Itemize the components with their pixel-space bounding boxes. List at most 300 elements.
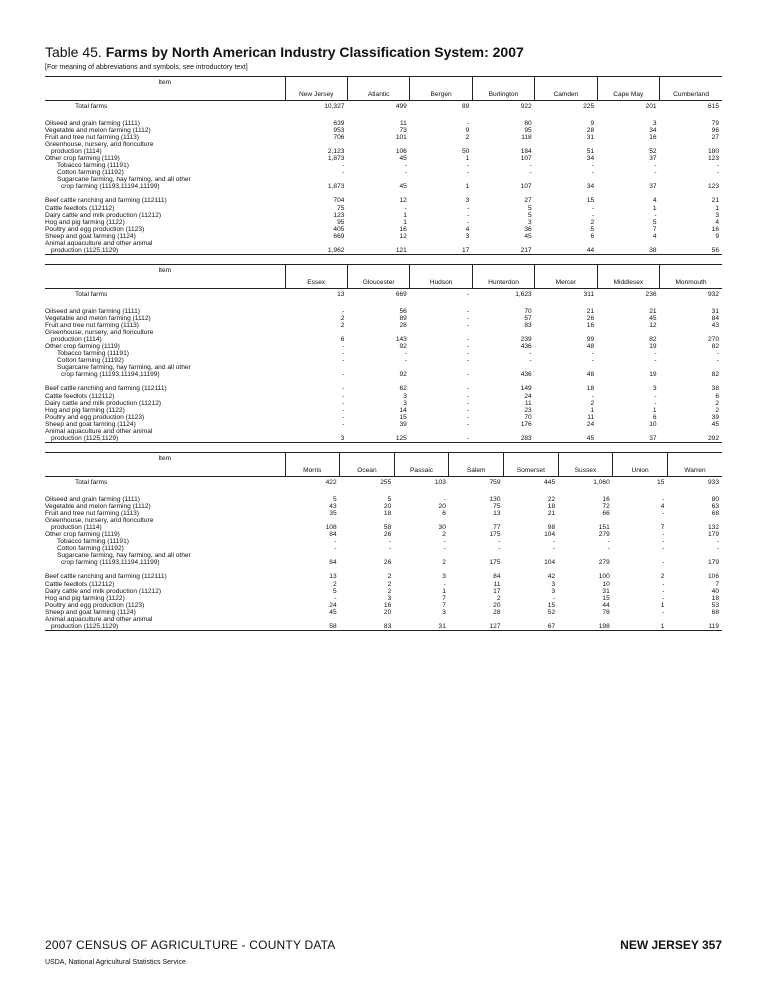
table-cell: 26 [383,531,392,539]
row-label: Cattle feedlots (112112) [45,204,115,212]
table-cell: 20 [438,503,446,511]
table-cell: - [443,580,446,588]
row-label: Cotton farming (11192) [57,357,124,365]
table-cell: 2 [496,594,501,602]
table-row [45,531,722,538]
row-label: Dairy cattle and milk production (11212) [45,399,162,407]
column-header: Gloucester [347,277,409,289]
table-cell: - [467,218,470,226]
table-cell: - [443,538,446,546]
table-cell: - [662,545,665,553]
table-cell: 82 [649,336,657,344]
table-cell: 100 [598,573,610,581]
table-cell: 83 [340,623,395,631]
table-row [45,289,722,302]
table-cell: 10 [649,420,657,428]
table-cell: 28 [586,127,595,135]
table-cell: 70 [524,413,532,421]
table-cell: - [389,538,392,546]
table-cell: - [342,413,345,421]
table-cell: 706 [333,134,345,142]
table-cell: 6 [442,510,446,518]
table-cell: 5 [590,225,595,233]
table-cell: 23 [524,406,532,414]
table-cell: 20 [383,503,392,511]
table-cell: 16 [586,322,595,330]
row-label: Cotton farming (11192) [57,169,124,177]
table-row [45,101,722,114]
table-row [45,120,722,127]
column-header: Union [613,465,668,477]
column-header: Middlesex [597,277,659,289]
table-cell: 7 [660,524,665,532]
table-cell: 18 [547,503,556,511]
table-cell: 2 [715,399,719,407]
table-cell: 27 [524,197,532,205]
table-cell: 953 [333,127,345,135]
table-cell: 1 [465,155,470,163]
table-cell: 1 [715,204,719,212]
table-cell: 24 [586,420,595,428]
table-cell: - [404,162,407,170]
table-cell: 3 [652,120,657,127]
table-cell: 279 [598,531,610,539]
table-cell: 176 [520,420,532,428]
table-cell: - [591,392,595,400]
table-cell: - [716,169,719,177]
table-cell: - [467,343,470,351]
table-cell: - [552,545,556,553]
table-cell: 5 [387,496,392,503]
table-cell: 104 [544,559,556,567]
table-cell: 2 [387,580,392,588]
table-cell: 38 [711,385,719,393]
row-label: Beef cattle ranching and farming (112111) [45,385,167,393]
table-row [45,176,722,183]
table-cell: 24 [524,392,532,400]
item-header: Item [45,265,285,278]
table-cell: - [342,162,345,170]
table-cell: 51 [586,148,595,156]
table-cell: 2 [340,315,345,323]
table-cell: - [404,357,407,365]
table-cell: - [404,169,407,177]
table-row [45,552,722,559]
row-label: Poultry and egg production (1123) [45,601,145,609]
table-cell: 2 [660,573,665,581]
table-cell: 82 [711,371,719,379]
table-cell: 2 [442,559,446,567]
table-cell: 42 [547,573,556,581]
table-cell: - [334,545,337,553]
table-cell: 2 [715,406,719,414]
table-section-1 [45,76,722,255]
column-header: Cape May [597,89,659,101]
table-row [45,247,722,255]
table-cell: 21 [711,197,719,205]
table-cell: 3 [403,392,407,400]
table-cell: 123 [707,155,719,163]
table-row [45,496,722,503]
table-cell: 3 [387,594,392,602]
table-cell: - [662,510,665,518]
table-cell: 3 [551,587,556,595]
table-cell: 12 [649,322,657,330]
footer-agency: USDA, National Agricultural Statistics Service [45,959,186,966]
table-cell: - [404,204,407,212]
column-header: Sussex [558,465,613,477]
table-row [45,503,722,510]
table-cell: 11 [524,399,532,407]
table-row [45,127,722,134]
table-row [45,212,722,219]
table-cell: 3 [465,197,470,205]
table-cell: 4 [652,232,657,240]
row-label: Hog and pig farming (1122) [45,218,125,226]
table-cell: 43 [711,322,719,330]
row-label: Vegetable and melon farming (1112) [45,503,151,511]
table-cell: 3 [442,573,446,581]
row-label: Vegetable and melon farming (1112) [45,315,151,323]
table-cell: 2 [340,322,345,330]
table-cell: 95 [524,127,532,135]
column-header: Cumberland [660,89,722,101]
table-cell: 2 [387,573,392,581]
table-cell: 84 [711,315,719,323]
table-cell: 270 [707,336,719,344]
table-cell: - [662,587,665,595]
row-label: Greenhouse, nursery, and floriculture [45,141,154,149]
table-cell: 68 [711,608,719,616]
table-cell: 58 [383,524,392,532]
table-cell: - [591,162,595,170]
row-label: Fruit and tree nut farming (1113) [45,510,139,518]
table-cell: - [654,211,657,219]
table-cell: 75 [337,204,345,212]
table-cell: 89 [399,315,407,323]
table-cell: 1,873 [327,155,345,163]
table-cell: 1 [660,601,665,609]
row-label: crop farming (11193,11194,11199) [61,371,160,379]
row-label: Animal aquaculture and other animal [45,615,153,623]
table-cell: 180 [707,148,719,156]
row-label: Sheep and goat farming (1124) [45,232,136,240]
table-cell: - [529,357,532,365]
table-cell: 922 [520,103,532,111]
table-cell: 20 [493,601,501,609]
table-cell: 66 [602,510,610,518]
table-cell: 28 [493,608,501,616]
table-cell: 12 [399,197,407,205]
table-row [45,428,722,435]
table-cell: 34 [649,127,657,135]
row-label: Greenhouse, nursery, and floriculture [45,517,154,525]
table-row [45,233,722,240]
table-cell: 10,327 [324,103,345,111]
table-cell: 16 [711,225,719,233]
table-title-text: Farms by North American Industry Classification System: 2007 [105,44,524,60]
table-cell: 34 [586,183,595,191]
table-cell: 1,873 [327,183,345,191]
table-cell: 43 [329,503,337,511]
table-cell: - [404,350,407,358]
table-cell: - [467,211,470,219]
row-label: Other crop farming (1119) [45,343,120,351]
table-cell: 1,623 [515,291,532,299]
table-cell: 143 [395,336,407,344]
table-cell: - [467,350,470,358]
table-cell: - [662,496,665,503]
table-row [45,219,722,226]
column-header: Atlantic [347,89,409,101]
table-cell: 292 [660,435,722,443]
table-cell: 16 [649,134,657,142]
table-cell: - [443,496,446,503]
table-cell: 48 [586,371,595,379]
table-cell: 615 [707,103,719,111]
table-cell: 75 [493,503,501,511]
table-cell: 15 [547,601,556,609]
table-row [45,336,722,343]
table-cell: 45 [649,315,657,323]
table-row [45,595,722,602]
table-cell: 21 [547,510,556,518]
table-cell: 119 [667,623,722,631]
row-label: production (1125,1129) [45,623,285,631]
table-cell: - [342,392,345,400]
table-cell: 107 [520,183,532,191]
table-cell: - [467,308,470,315]
table-cell: 13 [337,291,345,299]
table-row [45,477,722,490]
table-cell: 58 [285,623,340,631]
table-row [45,407,722,414]
row-label: Cotton farming (11192) [57,545,124,553]
row-label: production (1114) [51,524,102,532]
row-label: Hog and pig farming (1122) [45,594,125,602]
table-cell: 2 [332,580,337,588]
table-section-3 [45,452,722,631]
row-label: Beef cattle ranching and farming (112111) [45,197,167,205]
table-cell: - [654,350,657,358]
table-cell: 108 [325,524,337,532]
table-cell: 179 [707,559,719,567]
table-cell: 669 [395,291,407,299]
table-cell: 14 [399,406,407,414]
table-cell: 20 [383,608,392,616]
table-row [45,343,722,350]
table-cell: 130 [489,496,501,503]
table-cell: - [529,350,532,358]
table-cell: 704 [333,197,345,205]
table-cell: - [342,406,345,414]
table-cell: 1,060 [593,479,610,487]
table-cell: 17 [493,587,501,595]
table-cell: 175 [489,559,501,567]
row-label: Tobacco farming (11191) [57,162,129,170]
table-cell: 35 [329,510,337,518]
table-cell: - [591,204,595,212]
table-cell: 63 [711,503,719,511]
table-title [45,44,524,60]
table-cell: 36 [524,225,532,233]
data-table [45,264,722,443]
table-cell: 31 [394,623,449,631]
table-row [45,155,722,162]
row-label: Oilseed and grain farming (1111) [45,120,140,127]
column-header: Bergen [410,89,472,101]
table-cell: 11 [493,580,501,588]
table-cell: 9 [590,120,595,127]
table-cell: 2 [465,134,470,142]
table-cell: 4 [715,218,719,226]
table-cell: - [342,399,345,407]
table-cell: 68 [711,510,719,518]
row-label: Sheep and goat farming (1124) [45,608,136,616]
table-cell: 3 [442,608,446,616]
column-header: Morris [285,465,340,477]
table-cell: 3 [285,435,347,443]
table-row [45,559,722,566]
row-label: Vegetable and melon farming (1112) [45,127,151,135]
table-cell: - [342,357,345,365]
table-cell: 436 [520,343,532,351]
row-label: Animal aquaculture and other animal [45,427,153,435]
table-cell: 1 [652,406,657,414]
table-cell: - [467,399,470,407]
table-cell: - [591,357,595,365]
table-cell: 83 [524,322,532,330]
table-cell: 15 [399,413,407,421]
table-cell: 132 [707,524,719,532]
table-cell: 107 [520,155,532,163]
table-cell: - [552,594,556,602]
table-cell: 1 [403,211,407,219]
table-cell: - [342,169,345,177]
row-label: Dairy cattle and milk production (11212) [45,587,162,595]
row-label: Sugarcane farming, hay farming, and all other [57,176,191,184]
table-row [45,162,722,169]
table-cell: - [716,350,719,358]
table-cell: 184 [520,148,532,156]
table-cell: 236 [645,291,657,299]
table-cell: 3 [715,211,719,219]
table-cell: 80 [524,120,532,127]
row-label: Hog and pig farming (1122) [45,406,125,414]
table-cell: 1 [590,406,595,414]
table-row [45,197,722,204]
table-cell: - [498,538,501,546]
table-row [45,371,722,378]
table-row [45,308,722,315]
table-cell: - [467,322,470,330]
row-label: Other crop farming (1119) [45,155,120,163]
table-row [45,581,722,588]
row-label: Beef cattle ranching and farming (112111) [45,573,167,581]
table-cell: 99 [586,336,595,344]
table-cell: - [467,385,470,393]
table-cell: 436 [520,371,532,379]
table-row [45,315,722,322]
row-label: Poultry and egg production (1123) [45,225,145,233]
table-cell: 17 [410,247,472,255]
table-row [45,609,722,616]
table-cell: 239 [520,336,532,344]
table-cell: 18 [383,510,392,518]
table-cell: 1,962 [285,247,347,255]
table-cell: - [662,538,665,546]
table-cell: 201 [645,103,657,111]
table-cell: - [467,120,470,127]
table-cell: 13 [493,510,501,518]
table-cell: - [467,315,470,323]
column-header: Burlington [472,89,534,101]
table-cell: 44 [602,601,610,609]
table-note: [For meaning of abbreviations and symbols, see introductory text] [45,64,248,71]
table-cell: - [716,357,719,365]
table-cell: - [467,413,470,421]
table-cell: 89 [461,103,470,111]
table-cell: 6 [590,232,595,240]
table-cell: 48 [586,343,595,351]
table-cell: 225 [583,103,595,111]
table-cell: 2 [590,218,595,226]
table-cell: - [467,169,470,177]
table-row [45,400,722,407]
table-cell: 103 [434,479,446,487]
row-label: Oilseed and grain farming (1111) [45,496,140,503]
table-row [45,623,722,631]
table-row [45,205,722,212]
table-cell: 18 [711,594,719,602]
table-cell: 78 [602,608,610,616]
table-cell: 95 [337,218,345,226]
table-cell: 101 [395,134,407,142]
table-row [45,393,722,400]
table-cell: - [654,162,657,170]
table-cell: 31 [586,134,595,142]
row-label: Sugarcane farming, hay farming, and all other [57,552,191,560]
table-row [45,421,722,428]
table-cell: - [654,357,657,365]
table-cell: 28 [399,322,407,330]
data-table [45,76,722,255]
table-cell: 127 [449,623,504,631]
table-cell: 3 [551,580,556,588]
table-cell: 13 [329,573,337,581]
table-cell: 39 [711,413,719,421]
table-cell: 3 [465,232,470,240]
table-cell: - [342,385,345,393]
row-label: Tobacco farming (11191) [57,350,129,358]
column-header: Salem [449,465,504,477]
table-cell: 198 [558,623,613,631]
table-cell: 38 [597,247,659,255]
table-cell: 30 [438,524,446,532]
table-cell: - [334,538,337,546]
table-cell: 31 [711,308,719,315]
column-header: Hudson [410,277,472,289]
table-row [45,141,722,148]
table-cell: - [662,559,665,567]
row-label: production (1125,1129) [45,247,285,255]
table-cell: 82 [711,343,719,351]
table-cell: 45 [524,232,532,240]
table-cell: 98 [547,524,556,532]
table-cell: 5 [332,496,337,503]
table-cell: 6 [340,336,345,344]
table-cell: - [467,291,470,299]
